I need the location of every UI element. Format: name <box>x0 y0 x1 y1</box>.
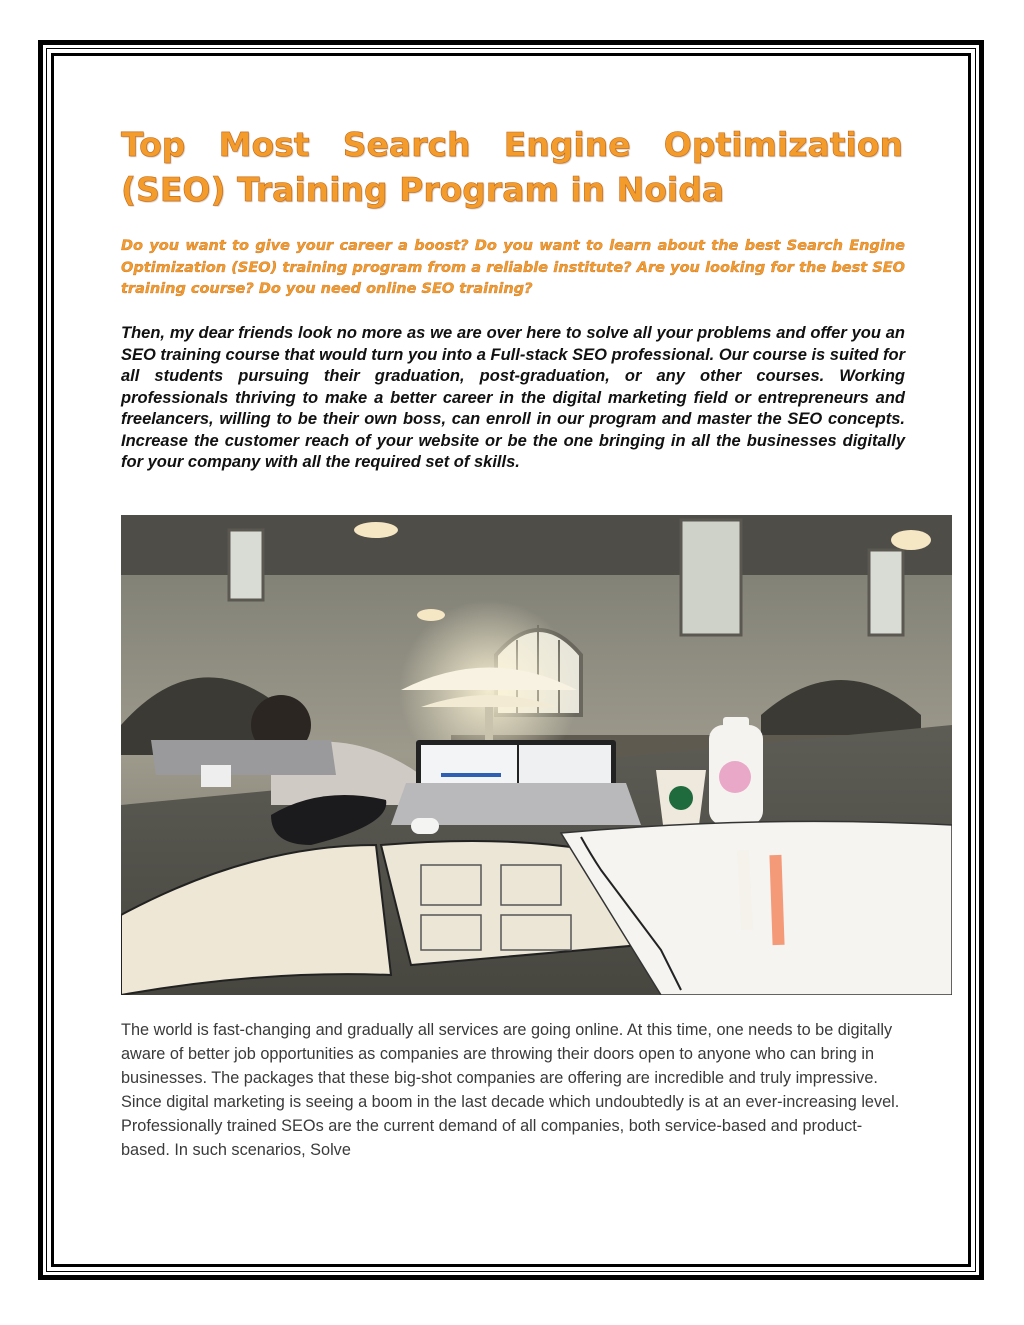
library-study-photo <box>121 515 952 995</box>
document-title: Top Most Search Engine Optimization (SEO) Training Program in Noida <box>121 125 903 209</box>
body-paragraph-1: Then, my dear friends look no more as we are over here to solve all your problems and offer you an SEO training course that would turn you into a Full-stack SEO professional. Our course is suited for all students pursuing their graduation, post-graduation, or any other courses. Working professionals thriving to make a better career in the digital marketing field or entrepreneurs and freelancers, willing to be their own boss, can enroll in our program and master the SEO concepts. Increase the customer reach of your website or be the one bringing in all the businesses digitally for your company with all the required set of skills. <box>121 324 905 471</box>
intro-paragraph: Do you want to give your career a boost? Do you want to learn about the best Search Engine Optimization (SEO) training program from a reliable institute? Are you looking for the best SEO training course? Do you need online SEO training? <box>121 238 905 297</box>
body-paragraph-2: The world is fast-changing and gradually all services are going online. At this time, one needs to be digitally aware of better job opportunities as companies are throwing their doors open to anyone who can bring in businesses. The packages that these big-shot companies are offering are incredible and truly impressive. Since digital marketing is seeing a boom in the last decade which undoubtedly is at an ever-increasing level. Professionally trained SEOs are the current demand of all companies, both service-based and product-based. In such scenarios, Solve <box>121 1021 900 1159</box>
